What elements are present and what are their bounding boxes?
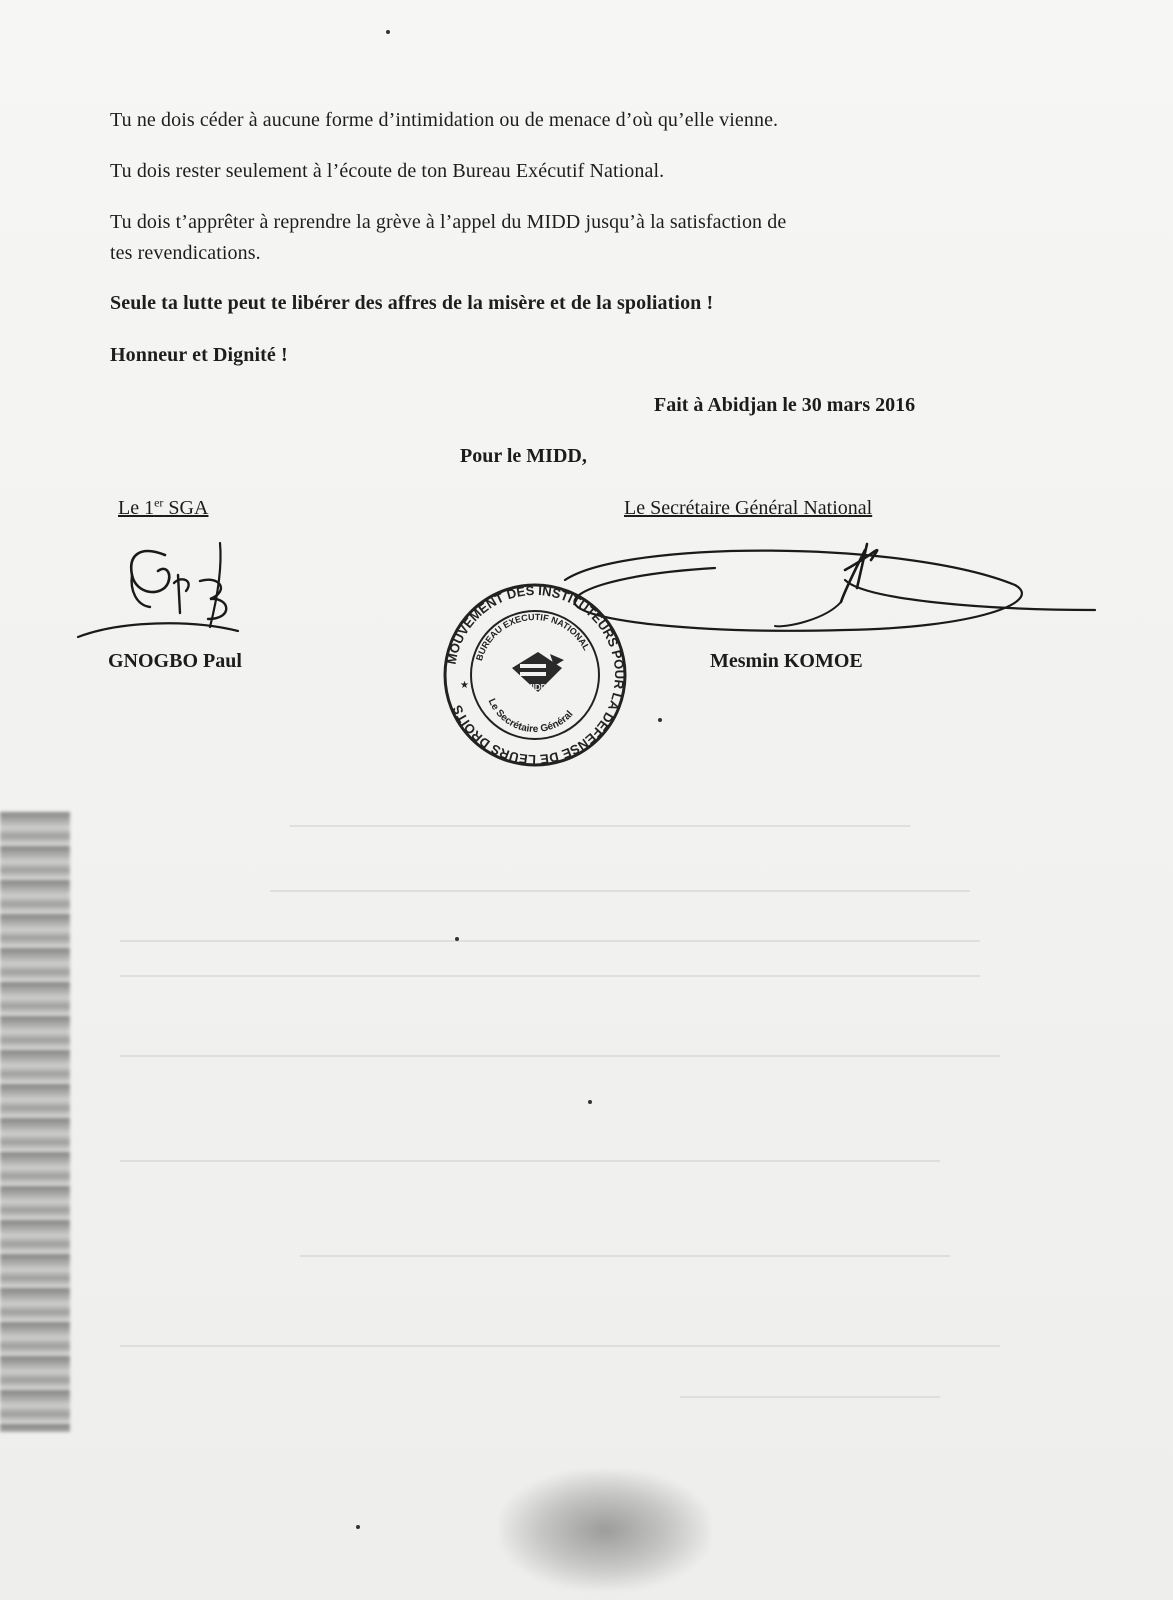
stamp-inner-top-text: BUREAU EXECUTIF NATIONAL bbox=[474, 611, 592, 662]
left-signatory-name: GNOGBO Paul bbox=[108, 650, 242, 672]
svg-text:Le Secrétaire Général bbox=[486, 697, 576, 735]
bleed-through-line bbox=[120, 1055, 1000, 1057]
bleed-through-line bbox=[120, 1160, 940, 1162]
right-signatory-title: Le Secrétaire Général National bbox=[624, 497, 873, 519]
stamp-star: ★ bbox=[460, 680, 469, 691]
official-stamp bbox=[440, 580, 630, 770]
scan-speck bbox=[455, 937, 459, 941]
bleed-through-line bbox=[300, 1255, 950, 1257]
left-signature bbox=[70, 535, 260, 650]
paragraph-ecoute: Tu dois rester seulement à l’écoute de ton Bureau Exécutif National. bbox=[110, 160, 665, 182]
bleed-through-line bbox=[120, 975, 980, 977]
scan-speck bbox=[356, 1525, 360, 1529]
stamp-logo bbox=[512, 652, 564, 692]
bleed-through-line bbox=[120, 1345, 1000, 1347]
bleed-through-line bbox=[120, 940, 980, 942]
scan-smudge bbox=[500, 1470, 710, 1590]
right-signatory-name: Mesmin KOMOE bbox=[710, 650, 863, 672]
scan-speck bbox=[658, 718, 662, 722]
left-title-prefix: Le 1 bbox=[118, 497, 155, 519]
scan-edge-shadow bbox=[0, 812, 70, 1432]
bleed-through-line bbox=[290, 825, 910, 827]
on-behalf-line: Pour le MIDD, bbox=[460, 445, 587, 467]
bleed-through-line bbox=[270, 890, 970, 892]
paragraph-greve-line-1: Tu dois t’apprêter à reprendre la grève à l’appel du MIDD jusqu’à la satisfaction de bbox=[110, 211, 787, 233]
svg-text:BUREAU EXECUTIF NATIONAL bbox=[474, 612, 592, 662]
paragraph-lutte: Seule ta lutte peut te libérer des affres de la misère et de la spoliation ! bbox=[110, 292, 714, 314]
left-title-sup: er bbox=[154, 495, 164, 510]
scan-speck bbox=[386, 30, 390, 34]
bleed-through-line bbox=[680, 1396, 940, 1398]
scan-speck bbox=[588, 1100, 592, 1104]
stamp-inner-bottom-text: Le Secrétaire Général bbox=[485, 697, 576, 736]
left-title-suffix: SGA bbox=[163, 497, 209, 519]
stamp-logo-text: MIDD bbox=[526, 683, 547, 692]
paragraph-intimidation: Tu ne dois céder à aucune forme d’intimidation ou de menace d’où qu’elle vienne. bbox=[110, 109, 779, 131]
paragraph-honneur: Honneur et Dignité ! bbox=[110, 344, 288, 366]
stamp-outer-text: MOUVEMENT DES INSTITUTEURS POUR LA DEFENSE DE LEURS DROITS bbox=[443, 582, 628, 768]
paragraph-greve-line-2: tes revendications. bbox=[110, 242, 261, 264]
date-line: Fait à Abidjan le 30 mars 2016 bbox=[654, 394, 916, 416]
left-signatory-title bbox=[118, 497, 208, 520]
